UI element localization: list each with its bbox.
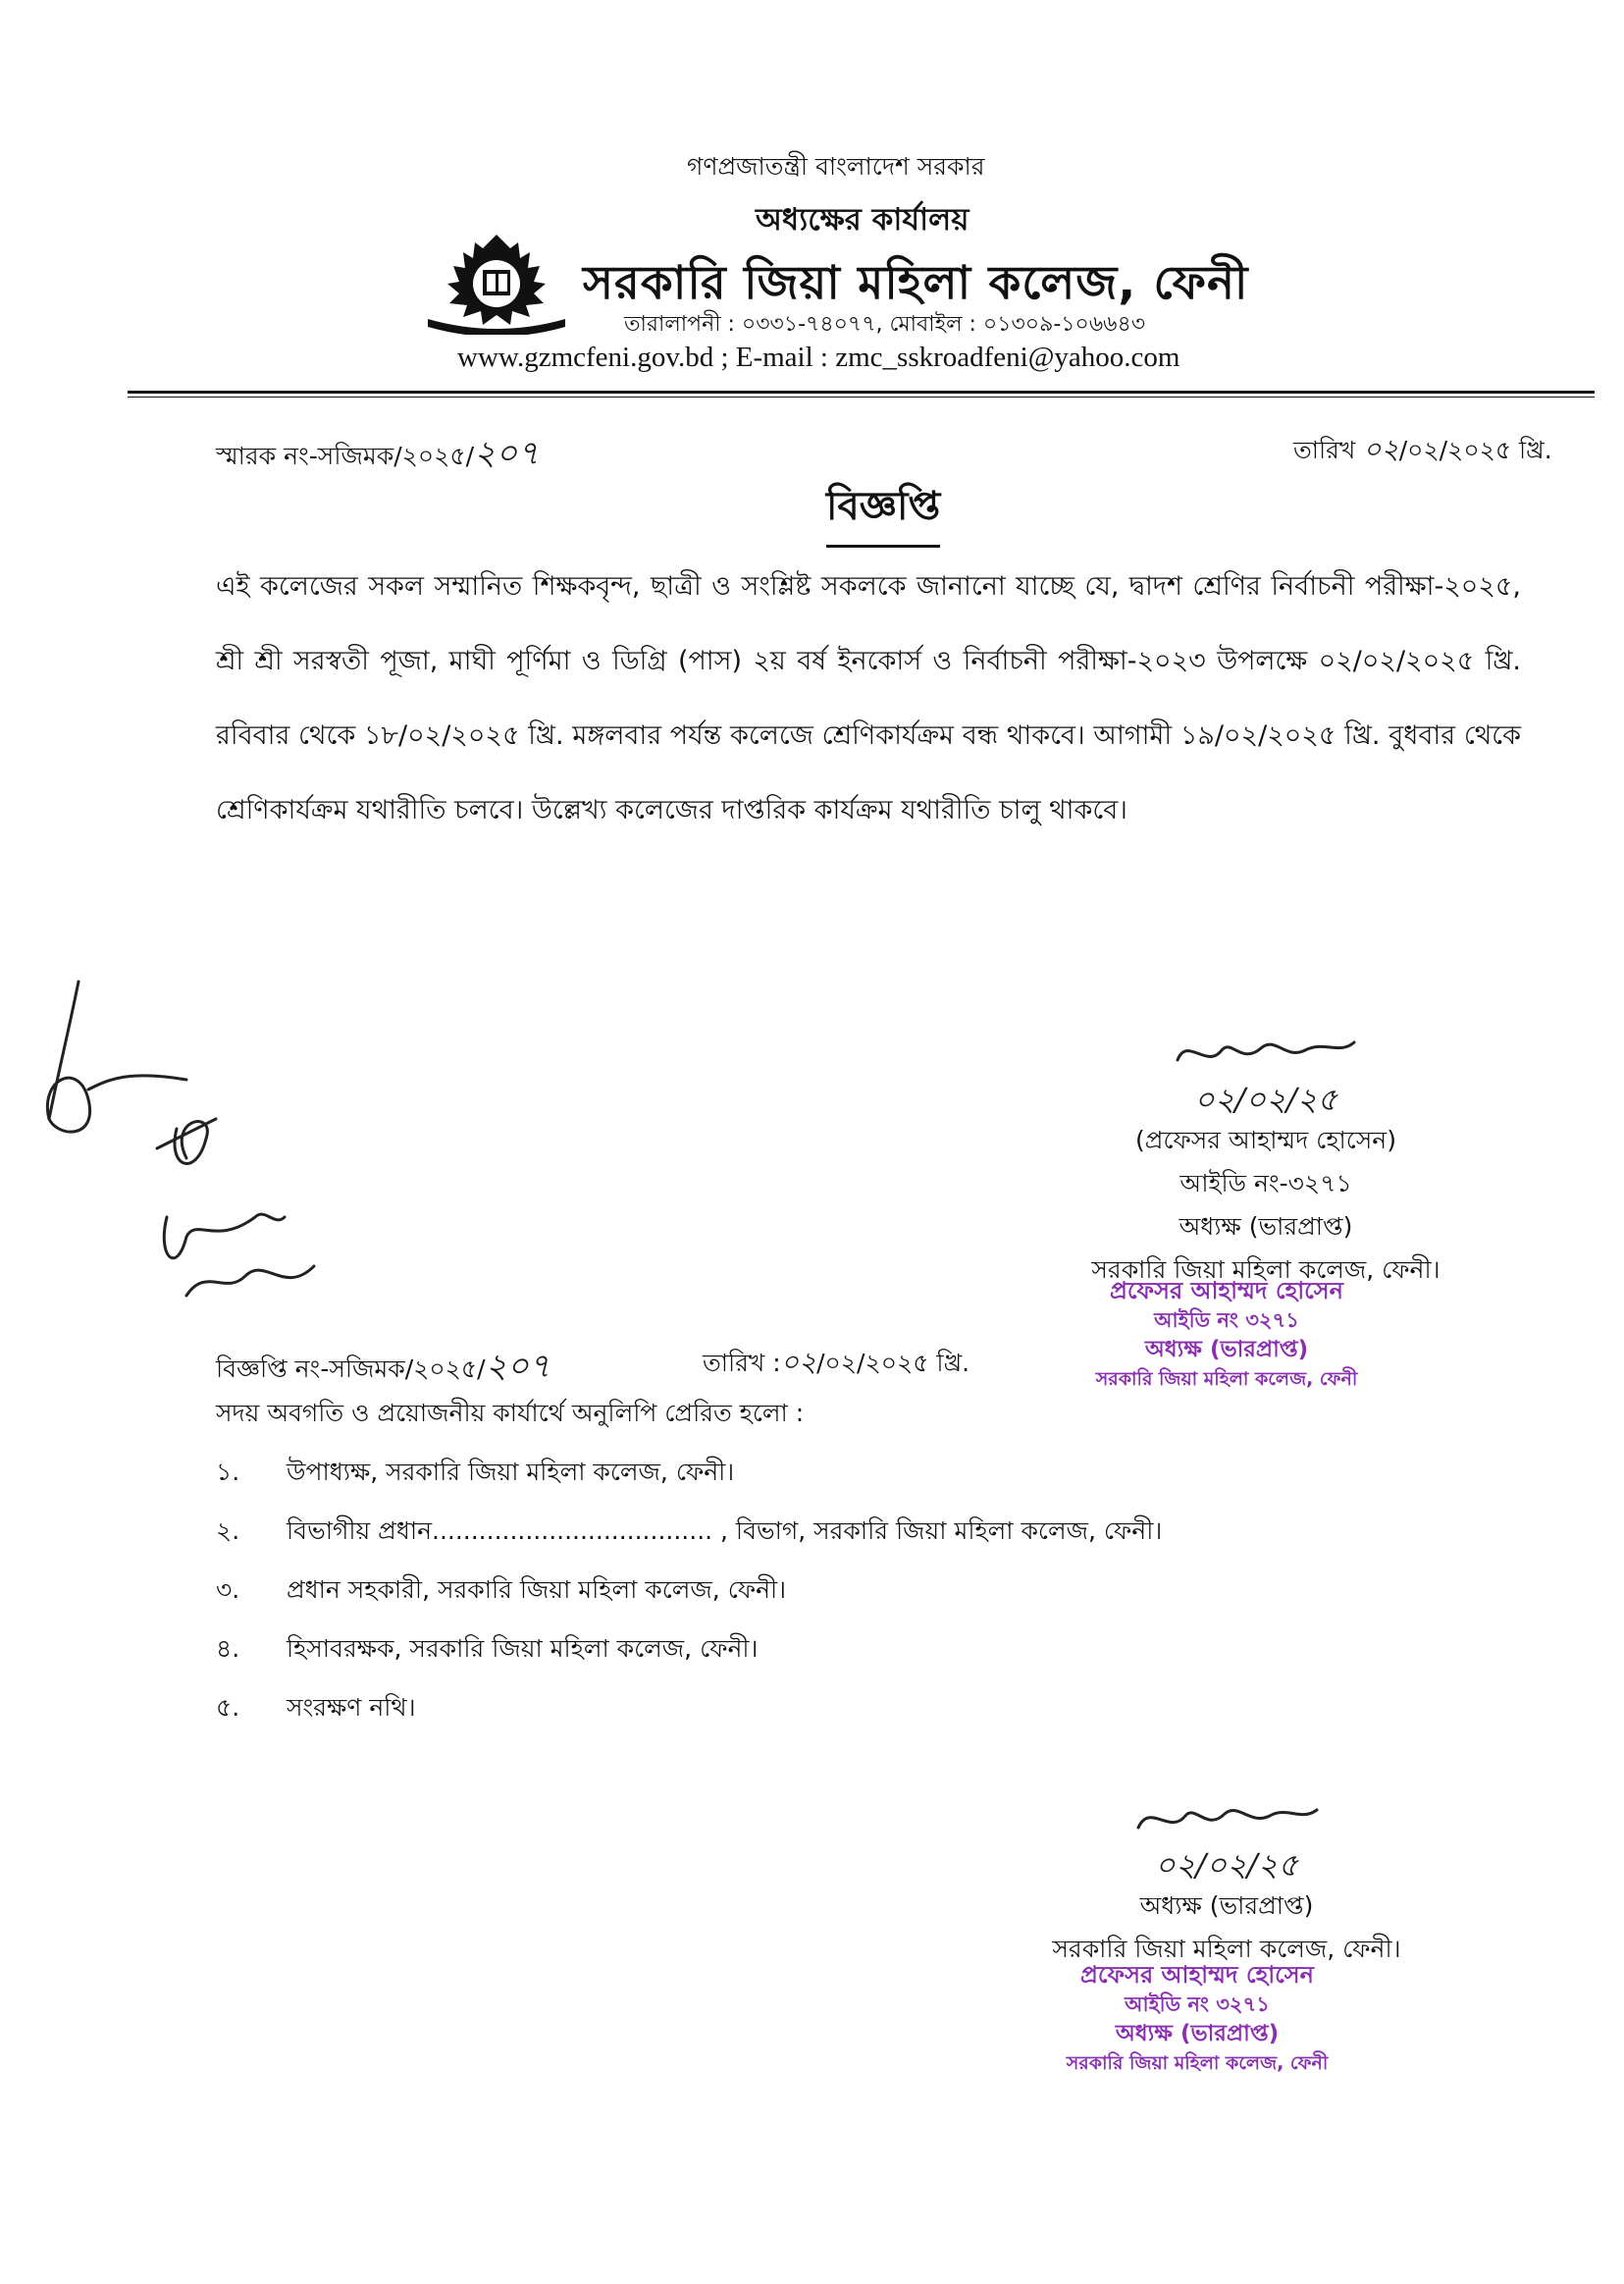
list-item: ৫. সংরক্ষণ নথি।	[216, 1693, 416, 1722]
copy-notice-handwritten-number: ২০৭	[485, 1347, 550, 1386]
signature-block-copy	[1001, 1796, 1452, 1971]
copy-date-label: তারিখ :	[703, 1349, 781, 1377]
copy-intro: সদয় অবগতি ও প্রয়োজনীয় কার্যার্থে অনুলিপি প্রেরিত হলো :	[216, 1399, 805, 1427]
official-stamp	[1021, 1960, 1374, 2078]
date-handwritten-day: ০২	[1363, 433, 1399, 465]
copy-notice-number	[216, 1341, 550, 1397]
memo-date	[1293, 428, 1552, 474]
date-label: তারিখ	[1293, 436, 1364, 464]
signature-date: ০২/০২/২৫	[1154, 1846, 1299, 1884]
contact-phone: তারালাপনী : ০৩৩১-৭৪০৭৭, মোবাইল : ০১৩০৯-১০৬৬৪৩	[624, 312, 1146, 337]
college-seal-icon	[424, 229, 569, 335]
handwritten-initials	[20, 972, 324, 1325]
signatory-name: (প্রফেসর আহাম্মদ হোসেন)	[1135, 1126, 1396, 1154]
signature-mark	[1128, 1796, 1325, 1845]
list-item: ৩. প্রধান সহকারী, সরকারি জিয়া মহিলা কলেজ, ফেনী।	[216, 1575, 787, 1604]
college-name: সরকারি জিয়া মহিলা কলেজ, ফেনী	[583, 256, 1249, 310]
list-item: ১. উপাধ্যক্ষ, সরকারি জিয়া মহিলা কলেজ, ফেনী।	[216, 1458, 735, 1486]
copy-date-rest: /০২/২০২৫ খ্রি.	[816, 1349, 970, 1377]
official-stamp	[1050, 1276, 1403, 1394]
stamp-id: আইডি নং ৩২৭১	[1154, 1308, 1299, 1332]
stamp-college: সরকারি জিয়া মহিলা কলেজ, ফেনী	[1095, 1368, 1358, 1390]
list-item: ৪. হিসাবরক্ষক, সরকারি জিয়া মহিলা কলেজ, ফেনী।	[216, 1634, 759, 1663]
notice-title: বিজ্ঞপ্তি	[826, 475, 940, 548]
copy-recipient-list	[216, 1443, 1393, 1737]
stamp-designation: অধ্যক্ষ (ভারপ্রাপ্ত)	[1144, 1337, 1309, 1362]
header-divider-thin	[128, 397, 1595, 398]
government-title: গণপ্রজাতন্ত্রী বাংলাদেশ সরকার	[687, 152, 985, 181]
contact-web-email: www.gzmcfeni.gov.bd ; E-mail : zmc_sskroadfeni@yahoo.com	[457, 342, 1180, 373]
signature-block-principal	[1060, 1031, 1472, 1292]
notice-body: এই কলেজের সকল সম্মানিত শিক্ষকবৃন্দ, ছাত্রী ও সংশ্লিষ্ট সকলকে জানানো যাচ্ছে যে, দ্বাদশ শ্রেণির নির্বাচনী পরীক্ষা-২০২৫, শ্রী শ্রী সরস্বতী পূজা, মাঘী পূর্ণিমা ও ডিগ্রি (পাস) ২য় বর্ষ ইনকোর্স ও নির্বাচনী পরীক্ষা-২০২৩ উপলক্ষে ০২/০২/২০২৫ খ্রি. রবিবার থেকে ১৮/০২/২০২৫ খ্রি. মঙ্গলবার পর্যন্ত কলেজে শ্রেণিকার্যক্রম বন্ধ থাকবে। আগামী ১৯/০২/২০২৫ খ্রি. বুধবার থেকে শ্রেণিকার্যক্রম যথারীতি চলবে। উল্লেখ্য কলেজের দাপ্তরিক কার্যক্রম যথারীতি চালু থাকবে।	[216, 571, 1521, 825]
header-divider	[128, 391, 1595, 394]
copy-notice-prefix: বিজ্ঞপ্তি নং-সজিমক/২০২৫/	[216, 1354, 486, 1383]
signatory-college: সরকারি জিয়া মহিলা কলেজ, ফেনী।	[1052, 1935, 1401, 1963]
signature-mark	[1168, 1031, 1364, 1080]
stamp-designation: অধ্যক্ষ (ভারপ্রাপ্ত)	[1115, 2021, 1280, 2046]
stamp-name: প্রফেসর আহাম্মদ হোসেন	[1110, 1277, 1343, 1304]
stamp-id: আইডি নং ৩২৭১	[1125, 1992, 1270, 2016]
list-item: ২. বিভাগীয় প্রধান.................................... , বিভাগ, সরকারি জিয়া মহিলা কলেজ, ফেনী।	[216, 1516, 1163, 1545]
date-rest: /০২/২০২৫ খ্রি.	[1398, 436, 1552, 464]
copy-date-handwritten-day: ০২	[780, 1346, 817, 1378]
memo-number	[216, 428, 539, 484]
signatory-id: আইডি নং-৩২৭১	[1179, 1169, 1352, 1197]
signatory-designation: অধ্যক্ষ (ভারপ্রাপ্ত)	[1179, 1212, 1353, 1241]
stamp-college: সরকারি জিয়া মহিলা কলেজ, ফেনী	[1066, 2052, 1329, 2074]
office-title: অধ্যক্ষের কার্যালয়	[756, 202, 969, 238]
signatory-designation: অধ্যক্ষ (ভারপ্রাপ্ত)	[1139, 1891, 1314, 1920]
signature-date: ০২/০২/২৫	[1193, 1081, 1338, 1118]
memo-handwritten-number: ২০৭	[474, 434, 540, 473]
signatory-college: সরকারি জিয়া মহিলা কলেজ, ফেনী।	[1091, 1255, 1441, 1284]
stamp-name: প্রফেসর আহাম্মদ হোসেন	[1080, 1961, 1314, 1989]
copy-notice-date	[703, 1341, 969, 1387]
memo-prefix: স্মারক নং-সজিমক/২০২৫/	[216, 442, 475, 470]
